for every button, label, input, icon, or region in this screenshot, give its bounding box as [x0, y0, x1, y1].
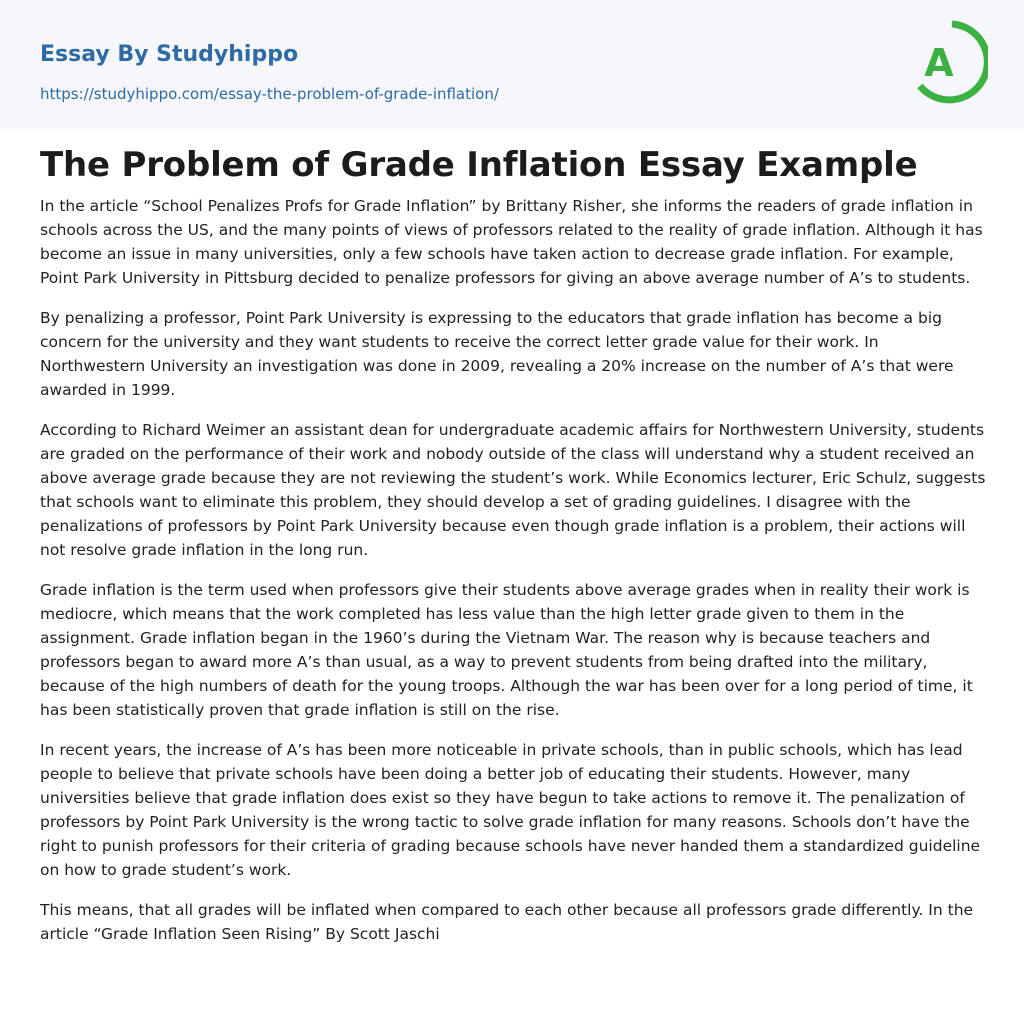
logo-letter: A — [924, 41, 954, 85]
studyhippo-logo-icon[interactable] — [908, 18, 988, 106]
paragraph-6: This means, that all grades will be inflated when compared to each other because all professors grade differently. In the article “Grade Inflation Seen Rising” By Scott Jaschi — [40, 901, 974, 943]
paragraph-2: By penalizing a professor, Point Park University is expressing to the educators that grade inflation has become a big concern for the university and they want students to receive the correct letter grade value for their work. In Northwestern University an investigation was done in 2009, revealing a 20% increase on the number of A’s that were awarded in 1999. — [40, 309, 954, 399]
page-url-link[interactable]: https://studyhippo.com/essay-the-problem-of-grade-inflation/ — [40, 85, 499, 103]
page-title: The Problem of Grade Inflation Essay Example — [40, 145, 918, 185]
paragraph-5: In recent years, the increase of A’s has been more noticeable in private schools, than in public schools, which has lead people to believe that private schools have been doing a better job of educating their students. However, many universities believe that grade inflation does exist so they have begun to take actions to remove it. The penalization of professors by Point Park University is the wrong tactic to solve grade inflation for many reasons. Schools don’t have the right to punish professors for their criteria of grading because schools have never handed them a standardized guideline on how to grade student’s work. — [40, 741, 981, 879]
article-body — [40, 194, 986, 962]
paragraph-1: In the article “School Penalizes Profs for Grade Inflation” by Brittany Risher, she informs the readers of grade inflation in schools across the US, and the many points of views of professors related to the reality of grade inflation. Although it has become an issue in many universities, only a few schools have taken action to decrease grade inflation. For example, Point Park University in Pittsburg decided to penalize professors for giving an above average number of A’s to students. — [40, 197, 983, 287]
site-header — [0, 0, 1024, 129]
paragraph-4: Grade inflation is the term used when professors give their students above average grades when in reality their work is mediocre, which means that the work completed has less value than the high letter grade given to them in the assignment. Grade inflation began in the 1960’s during the Vietnam War. The reason why is because teachers and professors began to award more A’s than usual, as a way to prevent students from being drafted into the military, because of the high numbers of death for the young troops. Although the war has been over for a long period of time, it has been statistically proven that grade inflation is still on the rise. — [40, 581, 973, 719]
site-brand[interactable]: Essay By Studyhippo — [40, 42, 299, 67]
paragraph-3: According to Richard Weimer an assistant dean for undergraduate academic affairs for Northwestern University, students are graded on the performance of their work and nobody outside of the class will understand why a student received an above average grade because they are not reviewing the student’s work. While Economics lecturer, Eric Schulz, suggests that schools want to eliminate this problem, they should develop a set of grading guidelines. I disagree with the penalizations of professors by Point Park University because even though grade inflation is a problem, their actions will not resolve grade inflation in the long run. — [40, 421, 986, 559]
